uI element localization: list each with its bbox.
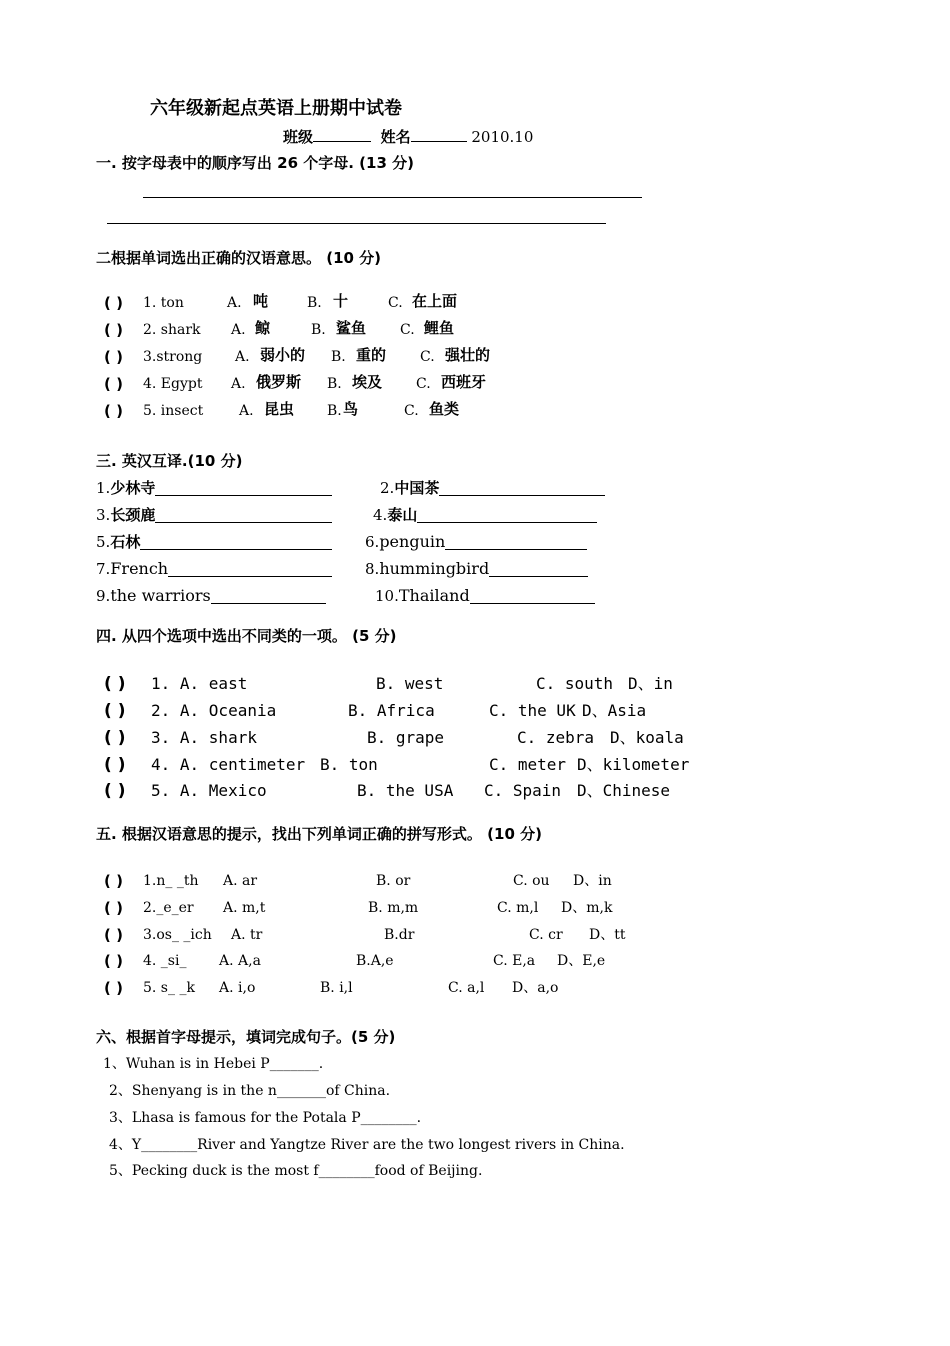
item-number: 9. bbox=[96, 587, 111, 605]
option-a-text: 吨 bbox=[253, 292, 269, 310]
date: 2010.10 bbox=[471, 128, 534, 146]
class-label: 班级 bbox=[283, 128, 314, 146]
translate-item bbox=[365, 532, 445, 552]
option-c-text: 鲤鱼 bbox=[424, 319, 455, 337]
item-number: 4. bbox=[373, 506, 388, 524]
translate-item bbox=[96, 505, 155, 525]
answer-paren[interactable]: ( ) bbox=[104, 728, 126, 748]
answer-paren[interactable]: ( ) bbox=[104, 755, 126, 775]
option-d: D、tt bbox=[589, 927, 626, 943]
translate-word: the warriors bbox=[110, 586, 211, 605]
translate-word: penguin bbox=[379, 532, 446, 551]
option-a-text: 昆虫 bbox=[264, 400, 295, 418]
spelling-word: 5. s_ _k bbox=[143, 980, 195, 996]
answer-paren[interactable]: ( ) bbox=[104, 402, 123, 420]
option-b-label: B. bbox=[311, 322, 326, 338]
answer-blank[interactable] bbox=[168, 576, 332, 577]
answer-paren[interactable]: ( ) bbox=[104, 701, 126, 721]
fill-sentence: 1、Wuhan is in Hebei P_______. bbox=[103, 1056, 324, 1072]
option-a-text: 弱小的 bbox=[260, 346, 306, 364]
option-c: C. cr bbox=[529, 927, 563, 943]
name-blank[interactable] bbox=[411, 127, 467, 142]
answer-paren[interactable]: ( ) bbox=[104, 674, 126, 694]
section2-heading: 二根据单词选出正确的汉语意思。 (10 分) bbox=[96, 249, 382, 267]
translate-item bbox=[375, 586, 470, 606]
spelling-word: 4. _si_ bbox=[143, 953, 187, 969]
question-word: 1. ton bbox=[143, 295, 184, 311]
option-c-label: C. bbox=[400, 322, 415, 338]
section1-heading: 一. 按字母表中的顺序写出 26 个字母. (13 分) bbox=[96, 154, 414, 172]
option-d: D、m,k bbox=[561, 900, 613, 916]
answer-paren[interactable]: ( ) bbox=[104, 952, 123, 970]
translate-item bbox=[96, 586, 211, 606]
option-a: A. m,t bbox=[223, 900, 266, 916]
option-b-text: 重的 bbox=[356, 346, 387, 364]
answer-paren[interactable]: ( ) bbox=[104, 294, 123, 312]
option-c-label: C. bbox=[388, 295, 403, 311]
item-number: 3. bbox=[96, 506, 111, 524]
translate-word: 少林寺 bbox=[110, 479, 156, 497]
option-a-label: A. bbox=[235, 349, 250, 365]
translate-item bbox=[96, 532, 140, 552]
option-d: D、Chinese bbox=[577, 781, 671, 800]
option-b: B.dr bbox=[384, 927, 415, 943]
item-number: 2. bbox=[380, 479, 395, 497]
option-c-label: C. bbox=[420, 349, 435, 365]
translate-word: hummingbird bbox=[379, 559, 490, 578]
option-b-label: B. bbox=[327, 403, 342, 419]
answer-blank[interactable] bbox=[140, 549, 332, 550]
option-c-text: 鱼类 bbox=[429, 400, 460, 418]
option-a-label: A. bbox=[239, 403, 254, 419]
option-b: B. or bbox=[376, 873, 411, 889]
option-b-text: 鲨鱼 bbox=[336, 319, 367, 337]
option-a: A. A,a bbox=[219, 953, 261, 969]
option-d: D、kilometer bbox=[577, 755, 690, 774]
answer-blank[interactable] bbox=[439, 495, 605, 496]
option-a-label: A. bbox=[231, 376, 246, 392]
option-a: 2. A. Oceania bbox=[151, 701, 277, 720]
answer-blank[interactable] bbox=[470, 603, 595, 604]
option-b-label: B. bbox=[307, 295, 322, 311]
class-blank[interactable] bbox=[313, 127, 371, 142]
spelling-word: 2._e_er bbox=[143, 900, 194, 916]
option-d: D、koala bbox=[610, 728, 684, 747]
answer-paren[interactable]: ( ) bbox=[104, 781, 126, 801]
option-a-label: A. bbox=[231, 322, 246, 338]
answer-blank[interactable] bbox=[445, 549, 587, 550]
option-c: C. E,a bbox=[493, 953, 536, 969]
option-b-label: B. bbox=[331, 349, 346, 365]
option-a-label: A. bbox=[227, 295, 242, 311]
translate-word: 泰山 bbox=[387, 506, 418, 524]
option-b: B. Africa bbox=[348, 701, 435, 720]
option-c-text: 强壮的 bbox=[445, 346, 491, 364]
answer-line-1[interactable] bbox=[143, 197, 642, 198]
option-c: C. the UK bbox=[489, 701, 576, 720]
section3-heading: 三. 英汉互译.(10 分) bbox=[96, 452, 243, 470]
option-b-text: 十 bbox=[333, 292, 349, 310]
answer-paren[interactable]: ( ) bbox=[104, 375, 123, 393]
option-c: C. zebra bbox=[517, 728, 595, 747]
section4-heading: 四. 从四个选项中选出不同类的一项。 (5 分) bbox=[96, 627, 397, 645]
option-a: 4. A. centimeter bbox=[151, 755, 306, 774]
translate-word: Thailand bbox=[398, 586, 470, 605]
answer-paren[interactable]: ( ) bbox=[104, 348, 123, 366]
option-c: C. meter bbox=[489, 755, 567, 774]
item-number: 5. bbox=[96, 533, 111, 551]
option-a: 3. A. shark bbox=[151, 728, 257, 747]
option-d: D、in bbox=[628, 674, 673, 693]
option-b-text: 埃及 bbox=[352, 373, 383, 391]
translate-word: 石林 bbox=[110, 533, 141, 551]
option-b-text: 鸟 bbox=[343, 400, 359, 418]
section5-heading: 五. 根据汉语意思的提示，找出下列单词正确的拼写形式。 (10 分) bbox=[96, 825, 542, 843]
page-title: 六年级新起点英语上册期中试卷 bbox=[150, 98, 402, 119]
option-c: C. south bbox=[536, 674, 614, 693]
translate-item bbox=[380, 478, 439, 498]
option-a-text: 俄罗斯 bbox=[256, 373, 302, 391]
translate-word: 中国茶 bbox=[394, 479, 440, 497]
item-number: 10. bbox=[375, 587, 399, 605]
answer-paren[interactable]: ( ) bbox=[104, 926, 123, 944]
fill-sentence: 5、Pecking duck is the most f________food of Beijing. bbox=[109, 1163, 483, 1179]
option-c-label: C. bbox=[416, 376, 431, 392]
fill-sentence: 2、Shenyang is in the n_______of China. bbox=[109, 1083, 391, 1099]
student-info-line bbox=[283, 127, 533, 147]
translate-item bbox=[96, 478, 155, 498]
option-a: 1. A. east bbox=[151, 674, 248, 693]
item-number: 6. bbox=[365, 533, 380, 551]
answer-paren[interactable]: ( ) bbox=[104, 321, 123, 339]
option-a: A. tr bbox=[231, 927, 263, 943]
item-number: 7. bbox=[96, 560, 111, 578]
translate-word: French bbox=[110, 559, 169, 578]
name-label: 姓名 bbox=[380, 128, 411, 146]
question-word: 4. Egypt bbox=[143, 376, 203, 392]
translate-item bbox=[373, 505, 417, 525]
translate-item bbox=[96, 559, 168, 579]
answer-blank[interactable] bbox=[417, 522, 597, 523]
option-b-label: B. bbox=[327, 376, 342, 392]
option-a: A. i,o bbox=[219, 980, 256, 996]
spelling-word: 3.os_ _ich bbox=[143, 927, 212, 943]
answer-blank[interactable] bbox=[155, 495, 332, 496]
answer-blank[interactable] bbox=[211, 603, 326, 604]
question-word: 2. shark bbox=[143, 322, 201, 338]
option-c: C. ou bbox=[513, 873, 550, 889]
translate-word: 长颈鹿 bbox=[110, 506, 156, 524]
option-c: C. Spain bbox=[484, 781, 562, 800]
answer-line-2[interactable] bbox=[107, 223, 606, 224]
answer-paren[interactable]: ( ) bbox=[104, 899, 123, 917]
option-a-text: 鲸 bbox=[255, 319, 271, 337]
option-b: B. i,l bbox=[320, 980, 353, 996]
option-d: D、Asia bbox=[582, 701, 647, 720]
section6-heading: 六、根据首字母提示，填词完成句子。(5 分) bbox=[96, 1028, 396, 1046]
spelling-word: 1.n_ _th bbox=[143, 873, 199, 889]
option-c-label: C. bbox=[404, 403, 419, 419]
option-b: B. the USA bbox=[357, 781, 454, 800]
answer-paren[interactable]: ( ) bbox=[104, 872, 123, 890]
option-b: B. grape bbox=[367, 728, 445, 747]
item-number: 1. bbox=[96, 479, 111, 497]
option-c-text: 西班牙 bbox=[441, 373, 487, 391]
option-a: 5. A. Mexico bbox=[151, 781, 267, 800]
translate-item bbox=[365, 559, 489, 579]
answer-paren[interactable]: ( ) bbox=[104, 979, 123, 997]
question-word: 5. insect bbox=[143, 403, 204, 419]
option-c: C. m,l bbox=[497, 900, 539, 916]
fill-sentence: 4、Y________River and Yangtze River are the two longest rivers in China. bbox=[109, 1137, 625, 1153]
option-d: D、in bbox=[573, 873, 612, 889]
option-b: B. west bbox=[376, 674, 444, 693]
option-b: B. m,m bbox=[368, 900, 419, 916]
option-b: B. ton bbox=[320, 755, 378, 774]
option-c-text: 在上面 bbox=[412, 292, 458, 310]
answer-blank[interactable] bbox=[155, 522, 332, 523]
option-b: B.A,e bbox=[356, 953, 394, 969]
fill-sentence: 3、Lhasa is famous for the Potala P________. bbox=[109, 1110, 422, 1126]
option-a: A. ar bbox=[223, 873, 258, 889]
option-d: D、E,e bbox=[557, 953, 606, 969]
answer-blank[interactable] bbox=[489, 576, 588, 577]
option-c: C. a,l bbox=[448, 980, 485, 996]
option-d: D、a,o bbox=[512, 980, 559, 996]
question-word: 3.strong bbox=[143, 349, 203, 365]
item-number: 8. bbox=[365, 560, 380, 578]
